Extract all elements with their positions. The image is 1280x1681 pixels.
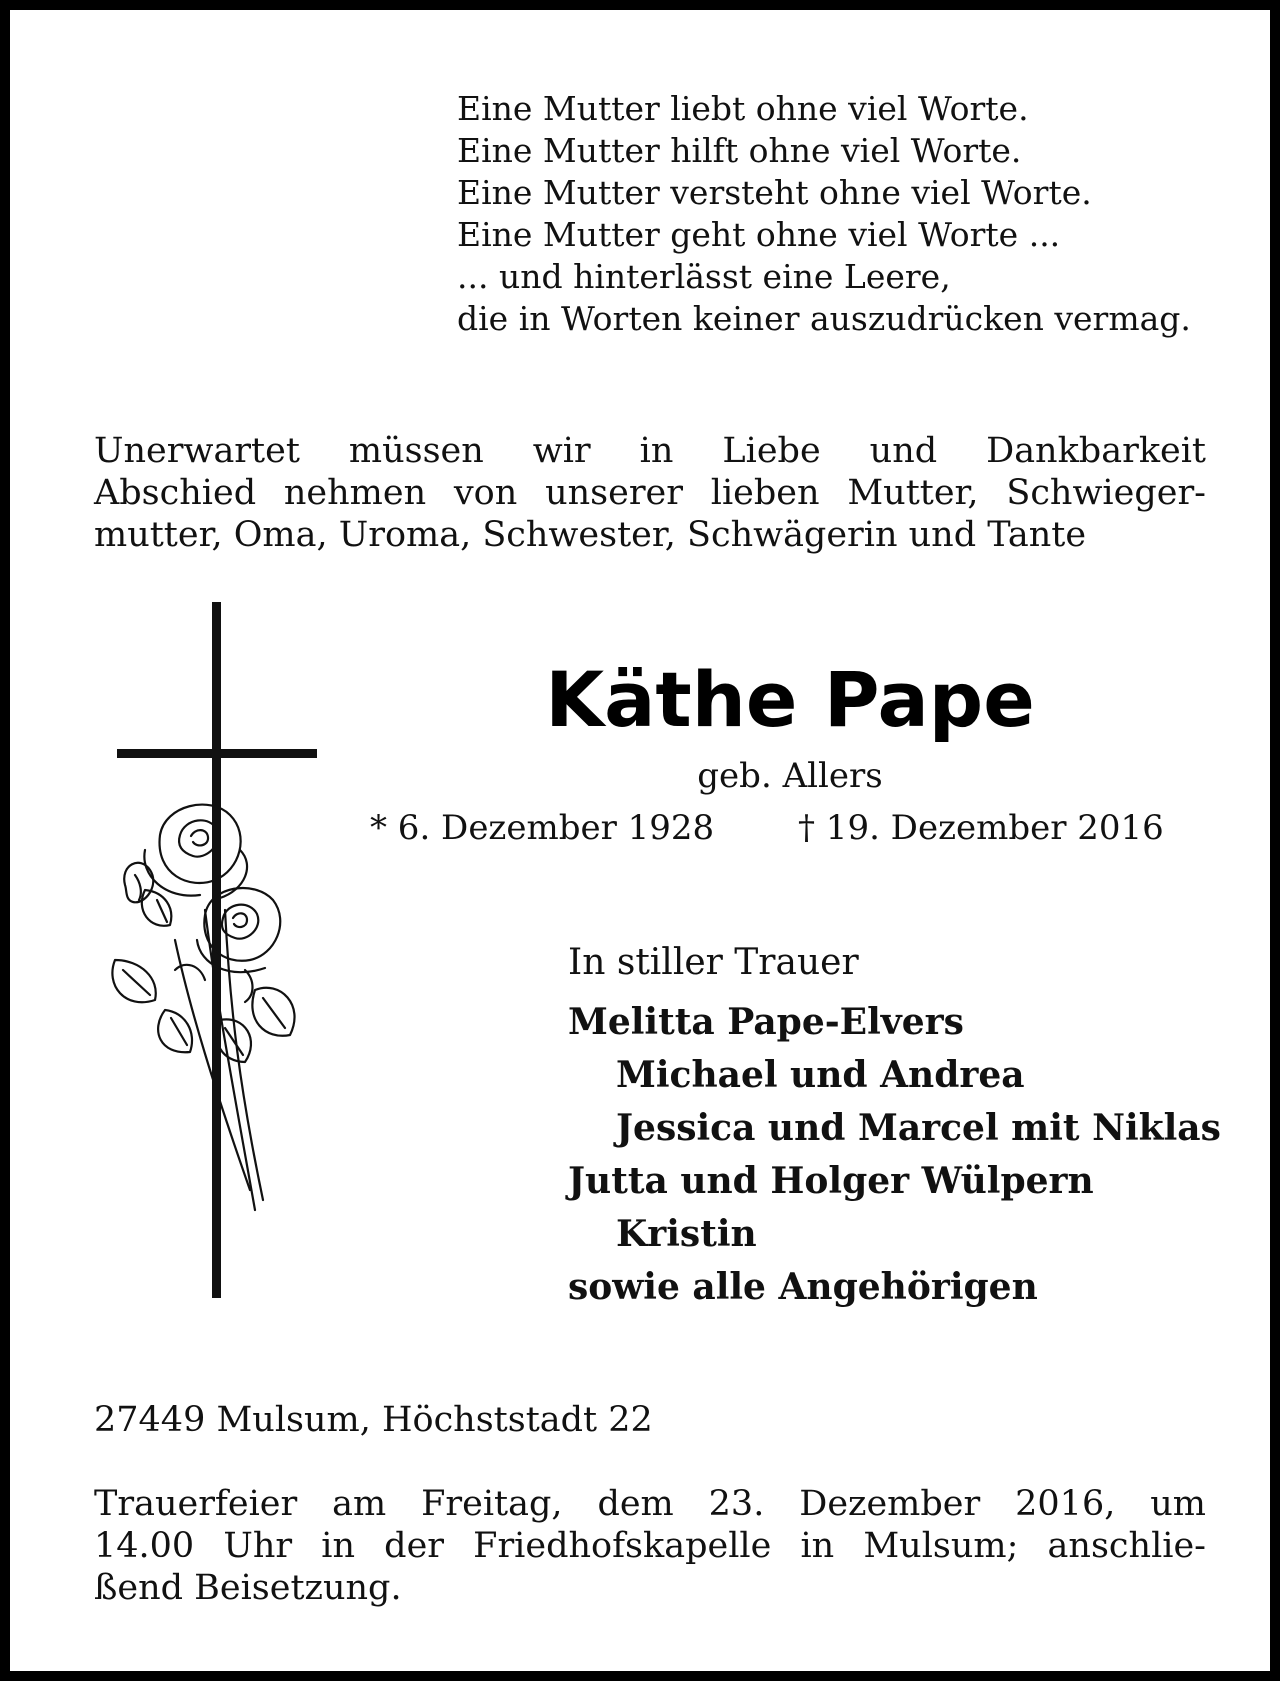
rose-bouquet-icon xyxy=(105,790,325,1230)
funeral-line: ßend Beisetzung. xyxy=(94,1568,402,1608)
intro-line: Abschied nehmen von unserer lieben Mutter, Schwieger- xyxy=(94,473,1206,513)
deceased-name: Käthe Pape xyxy=(545,655,1035,744)
poem-line: ... und hinterlässt eine Leere, xyxy=(457,257,951,296)
intro-line: Unerwartet müssen wir in Liebe und Dankbarkeit xyxy=(94,431,1206,471)
mourners-list xyxy=(568,996,1221,1314)
mourner-entry: Jessica und Marcel mit Niklas xyxy=(616,1107,1221,1149)
poem xyxy=(457,88,1237,340)
funeral-line: Trauerfeier am Freitag, dem 23. Dezember 2016, um xyxy=(94,1484,1206,1524)
mourner-entry: sowie alle Angehörigen xyxy=(568,1266,1038,1308)
intro-text xyxy=(94,430,1206,556)
funeral-info xyxy=(94,1483,1206,1609)
death-date: † 19. Dezember 2016 xyxy=(798,808,1164,848)
mourning-title: In stiller Trauer xyxy=(568,942,859,983)
poem-line: Eine Mutter hilft ohne viel Worte. xyxy=(457,131,1022,170)
mourner-entry: Kristin xyxy=(616,1213,757,1255)
cross-beam xyxy=(117,749,317,758)
poem-line: Eine Mutter geht ohne viel Worte ... xyxy=(457,215,1061,254)
mourner-entry: Melitta Pape-Elvers xyxy=(568,1001,964,1043)
family-address: 27449 Mulsum, Höchststadt 22 xyxy=(94,1400,653,1440)
poem-line: Eine Mutter liebt ohne viel Worte. xyxy=(457,89,1029,128)
intro-line: mutter, Oma, Uroma, Schwester, Schwägerin und Tante xyxy=(94,515,1087,555)
mourner-entry: Michael und Andrea xyxy=(616,1054,1025,1096)
life-dates xyxy=(370,806,1210,850)
birth-date: * 6. Dezember 1928 xyxy=(370,808,715,848)
mourner-entry: Jutta und Holger Wülpern xyxy=(568,1160,1094,1202)
poem-line: Eine Mutter versteht ohne viel Worte. xyxy=(457,173,1092,212)
birth-name: geb. Allers xyxy=(697,756,883,796)
funeral-line: 14.00 Uhr in der Friedhofskapelle in Mulsum; anschlie- xyxy=(94,1526,1206,1566)
poem-line: die in Worten keiner auszudrücken vermag. xyxy=(457,299,1191,338)
